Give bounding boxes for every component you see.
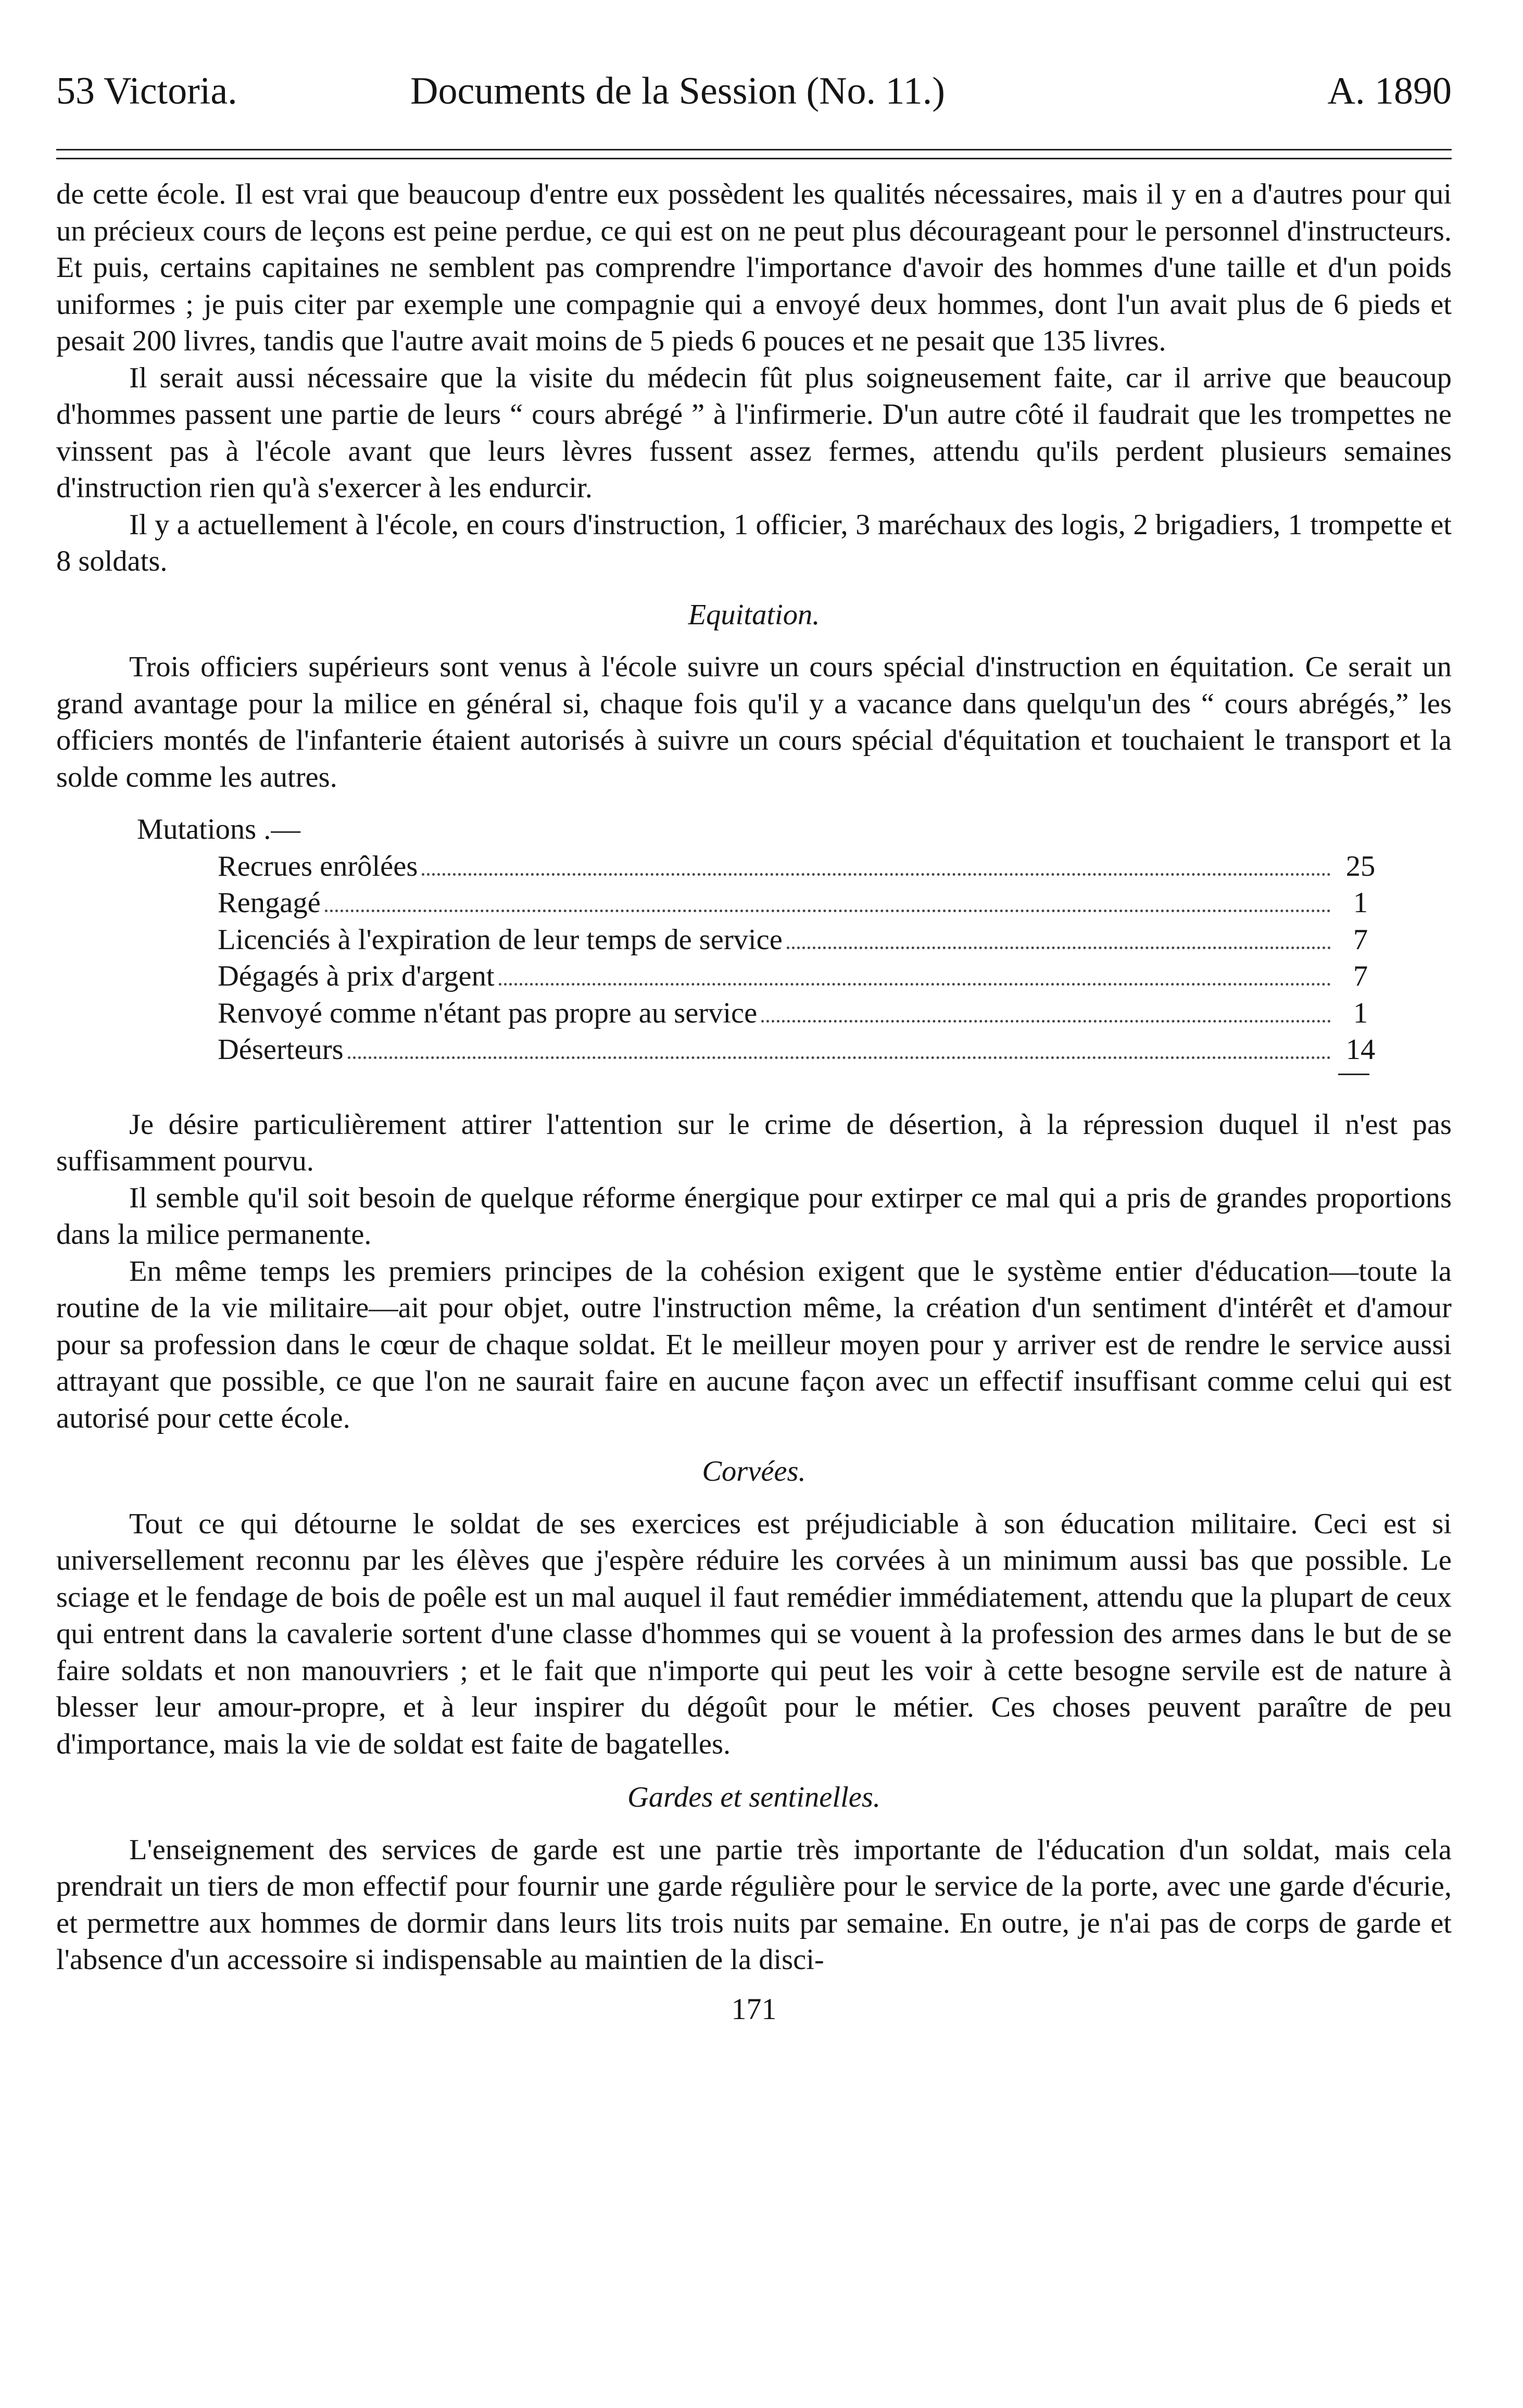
- mutation-row: [218, 995, 1384, 1032]
- dot-leader: [761, 1020, 1331, 1023]
- header-volume: 53 Victoria.: [56, 70, 237, 112]
- paragraph-gardes: L'enseignement des services de garde est une partie très importante de l'éducation d'un soldat, mais cela prendrait un tiers de mon effectif pour fournir une garde régulière pour le service de la porte, avec une garde d'écurie, et permettre aux hommes de dormir dans leurs lits trois nuits par semaine. En outre, je n'ai pas de corps de garde et l'absence d'un accessoire si indispensable au maintien de la disci-: [56, 1833, 1452, 1976]
- mutation-row: [218, 922, 1384, 959]
- dot-leader: [499, 983, 1331, 986]
- dot-leader: [422, 873, 1331, 876]
- mutation-value: 1: [1353, 997, 1368, 1029]
- document-page: [56, 62, 1452, 2027]
- mutation-value: 7: [1353, 960, 1368, 992]
- mutations-table: [218, 848, 1384, 1075]
- header-year: A. 1890: [1327, 70, 1452, 112]
- header-title: Documents de la Session (No. 11.): [410, 70, 945, 112]
- paragraph-desertion-2: Il semble qu'il soit besoin de quelque réforme énergique pour extirper ce mal qui a pris de grandes proportions dans la milice permanente.: [56, 1181, 1452, 1251]
- paragraph-desertion-1: Je désire particulièrement attirer l'attention sur le crime de désertion, à la répression duquel il n'est pas suffisamment pourvu.: [56, 1108, 1452, 1177]
- mutation-value: 14: [1345, 1033, 1376, 1066]
- paragraph-desertion-3: En même temps les premiers principes de la cohésion exigent que le système entier d'éducation—toute la routine de la vie militaire—ait pour objet, outre l'instruction même, la création d'un sentiment d'intérêt et d'amour pour sa profession dans le cœur de chaque soldat. Et le meilleur moyen pour y arriver est de rendre le service aussi attrayant que possible, ce que l'on ne saurait faire en aucune façon avec un effectif insuffisant comme celui qui est autorisé pour cette école.: [56, 1255, 1452, 1434]
- paragraph-equitation: Trois officiers supérieurs sont venus à l'école suivre un cours spécial d'instruction en équitation. Ce serait un grand avantage pour la milice en général si, chaque fois qu'il y a vacance dans quelqu'un des “ cours abrégés,” les officiers montés de l'infanterie étaient autorisés à suivre un cours spécial d'équitation et touchaient le transport et la solde comme les autres.: [56, 651, 1452, 793]
- mutations-label: Mutations .—: [137, 813, 300, 846]
- mutation-row: [218, 848, 1384, 885]
- mutation-row: [218, 885, 1384, 922]
- mutation-value: 7: [1353, 923, 1368, 956]
- paragraph-corvees: Tout ce qui détourne le soldat de ses exercices est préjudiciable à son éducation militaire. Ceci est si universellement reconnu par les élèves que j'espère réduire les corvées à un minimum aussi bas que possible. Le sciage et le fendage de bois de poêle est un mal auquel il faut remédier immédiatement, attendu que la plupart de ceux qui entrent dans la cavalerie sortent d'une classe d'hommes qui se vouent à la profession des armes dans le but de se faire soldats et non manouvriers ; et le fait que n'importe qui peut les voir à cette besogne servile est de nature à blesser leur amour-propre, et à leur inspirer du dégoût pour le métier. Ces choses peuvent paraître de peu d'importance, mais la vie de soldat est faite de bagatelles.: [56, 1507, 1452, 1760]
- section-title-corvees: Corvées.: [702, 1455, 806, 1487]
- document-body: [56, 176, 1452, 2027]
- mutation-label: Dégagés à prix d'argent: [218, 960, 495, 992]
- header-rule-top: [56, 149, 1452, 150]
- mutation-label: Déserteurs: [218, 1033, 344, 1066]
- mutation-label: Rengagé: [218, 887, 321, 919]
- mutation-value: 25: [1345, 850, 1376, 882]
- total-rule: [1338, 1074, 1369, 1075]
- section-title-equitation: Equitation.: [688, 598, 820, 631]
- header-rule-bottom: [56, 158, 1452, 159]
- mutation-row: [218, 958, 1384, 995]
- dot-leader: [348, 1056, 1331, 1059]
- section-title-gardes: Gardes et sentinelles.: [627, 1781, 880, 1813]
- running-header: [56, 62, 1452, 120]
- paragraph-intro-1: de cette école. Il est vrai que beaucoup d'entre eux possèdent les qualités nécessaires, mais il y en a d'autres pour qui un précieux cours de leçons est peine perdue, ce qui est on ne peut plus décourageant pour le personnel d'instructeurs. Et puis, certains capitaines ne semblent pas comprendre l'importance d'avoir des hommes d'une taille et d'un poids uniformes ; je puis citer par exemple une compagnie qui a envoyé deux hommes, dont l'un avait plus de 6 pieds et pesait 200 livres, tandis que l'autre avait moins de 5 pieds 6 pouces et ne pesait que 135 livres.: [56, 178, 1452, 357]
- paragraph-intro-2: Il serait aussi nécessaire que la visite du médecin fût plus soigneusement faite, car il arrive que beaucoup d'hommes passent une partie de leurs “ cours abrégé ” à l'infirmerie. D'un autre côté il faudrait que les trompettes ne vinssent pas à l'école avant que leurs lèvres fussent assez fermes, attendu qu'ils perdent plusieurs semaines d'instruction rien qu'à s'exercer à les endurcir.: [56, 361, 1452, 504]
- paragraph-intro-3: Il y a actuellement à l'école, en cours d'instruction, 1 officier, 3 maréchaux des logis, 2 brigadiers, 1 trompette et 8 soldats.: [56, 508, 1452, 577]
- mutation-value: 1: [1353, 887, 1368, 919]
- mutation-row: [218, 1031, 1384, 1068]
- dot-leader: [325, 910, 1331, 912]
- page-number: 171: [731, 1991, 777, 2026]
- dot-leader: [787, 947, 1331, 949]
- mutation-label: Recrues enrôlées: [218, 850, 418, 882]
- mutation-label: Renvoyé comme n'étant pas propre au service: [218, 997, 758, 1029]
- mutation-label: Licenciés à l'expiration de leur temps de service: [218, 923, 783, 956]
